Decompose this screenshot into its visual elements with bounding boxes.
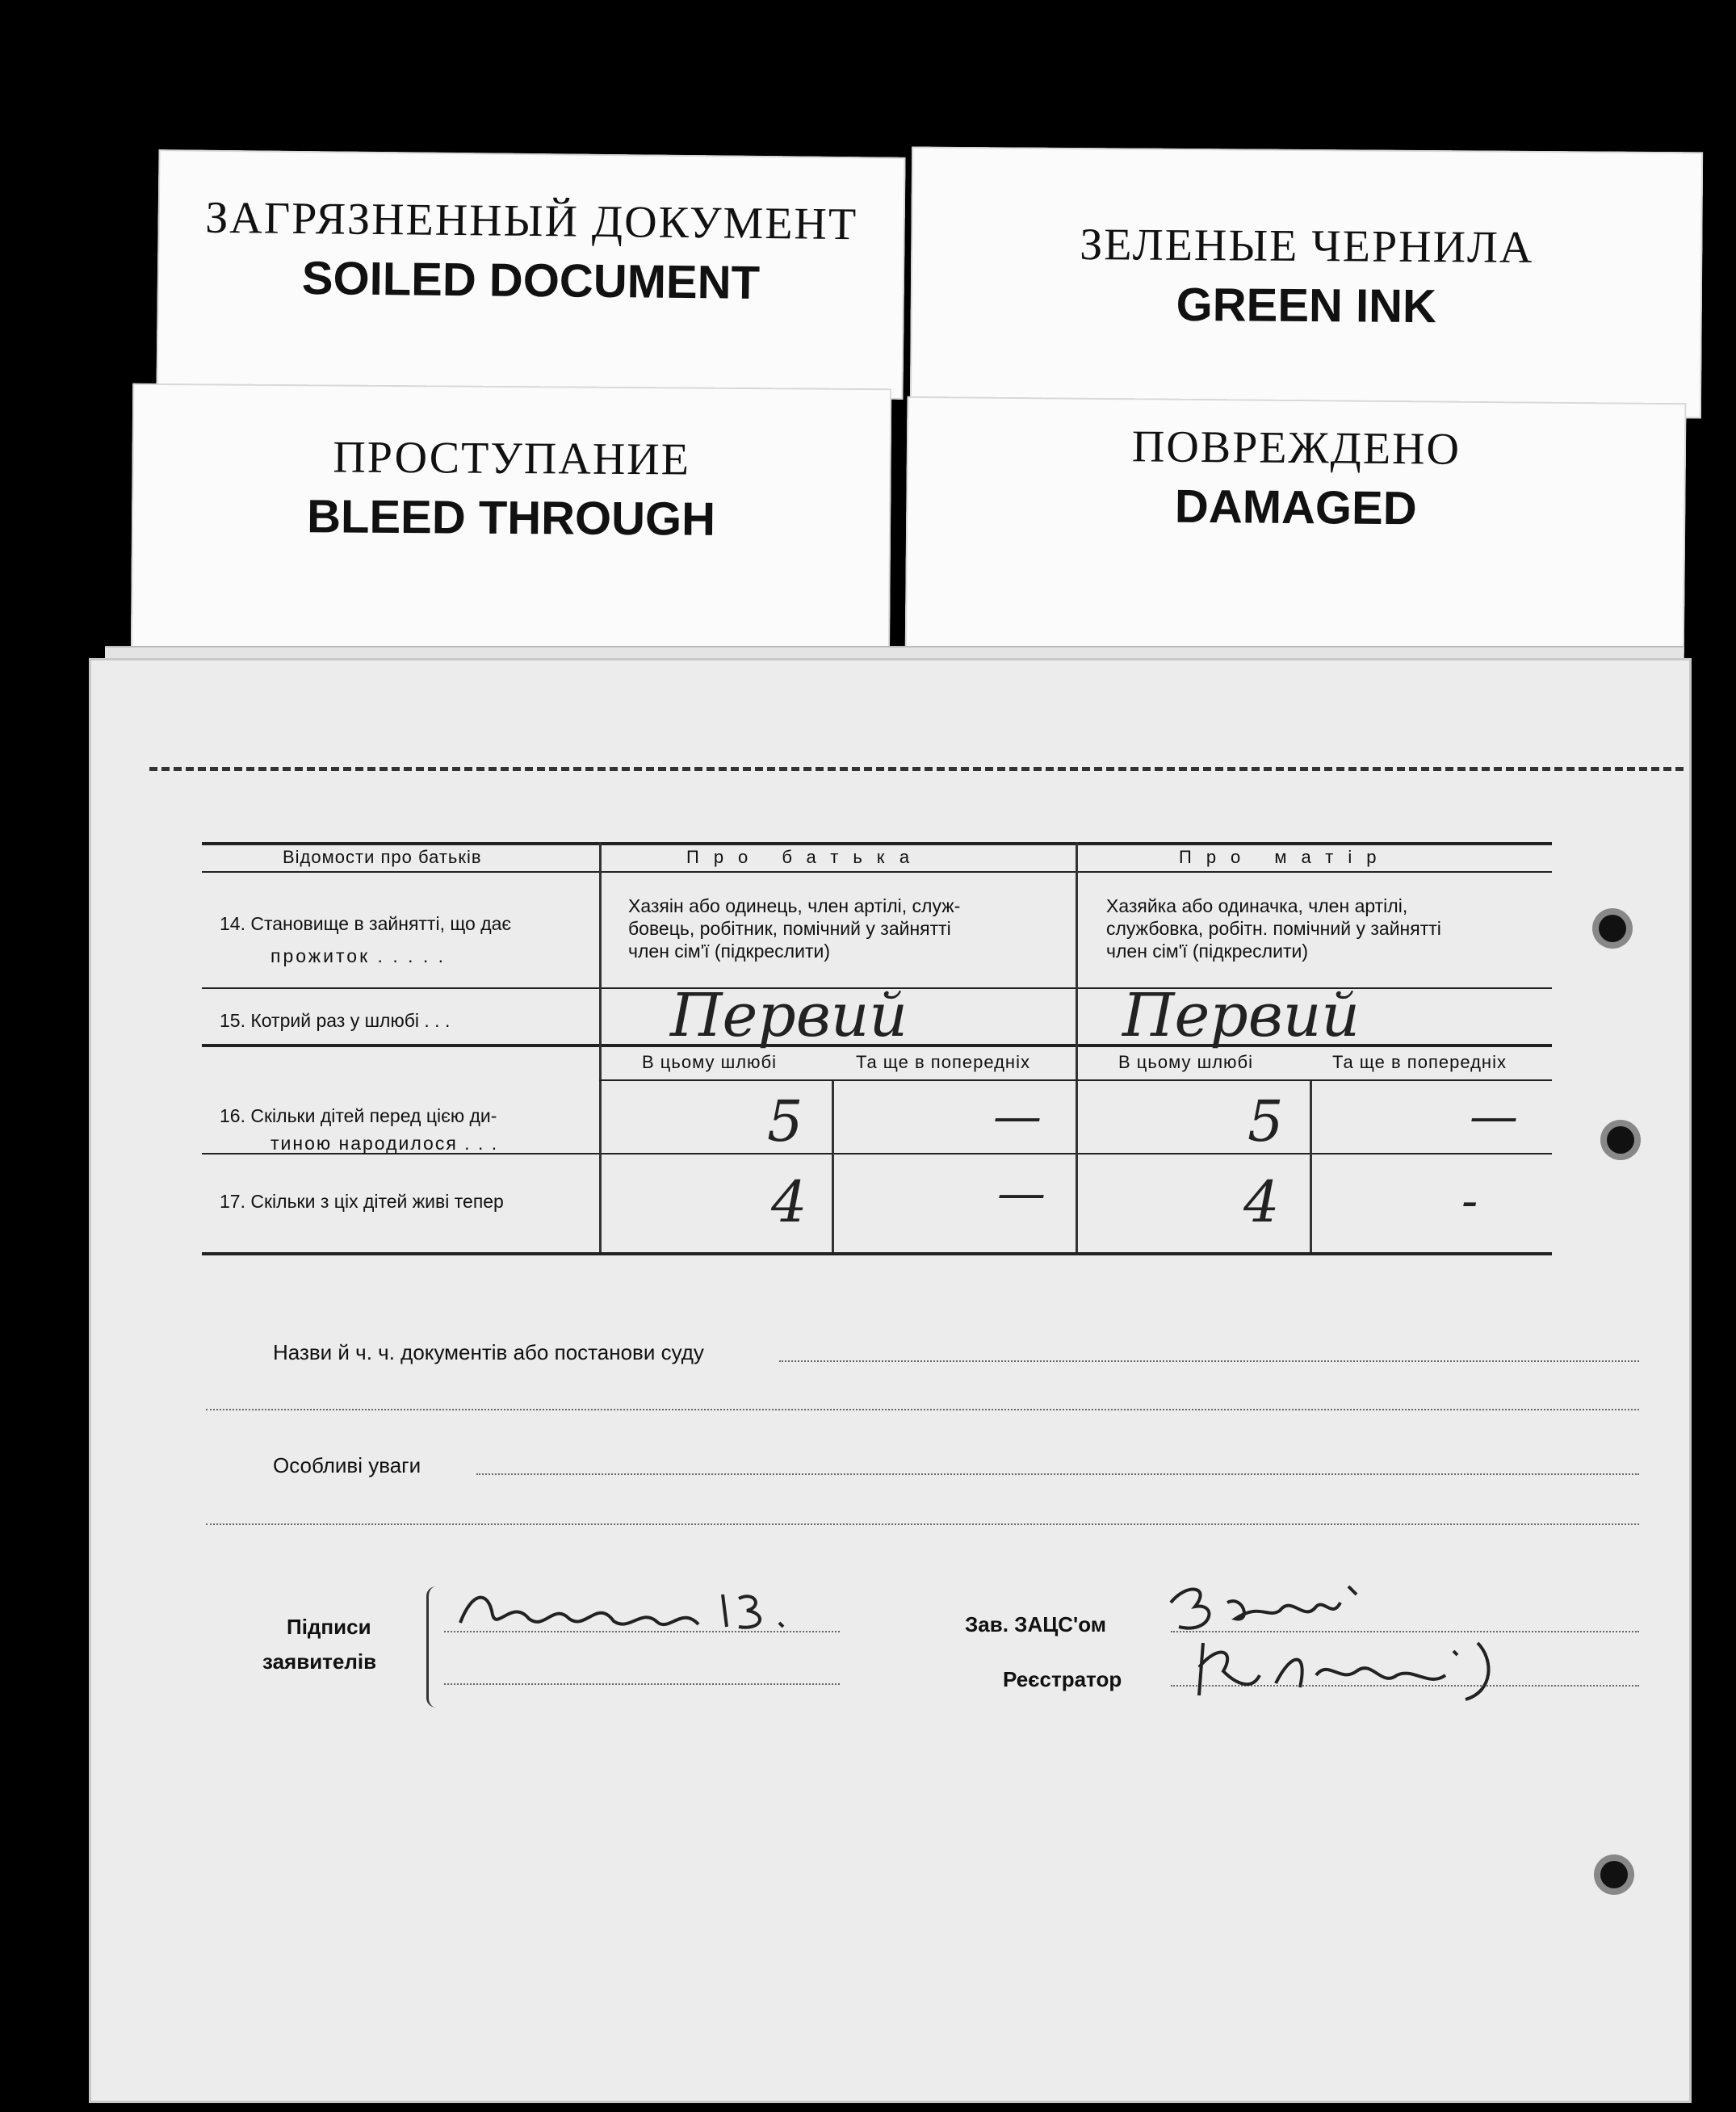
damaged-card bbox=[905, 396, 1687, 677]
row17-mother-prev: - bbox=[1461, 1173, 1478, 1230]
damaged-en-label: DAMAGED bbox=[1174, 480, 1417, 535]
perforation-line bbox=[149, 767, 1684, 771]
bleed-en-label: BLEED THROUGH bbox=[306, 490, 716, 546]
row14-father-options: член сім'ї (підкреслити) bbox=[628, 941, 830, 962]
row14-mother-options: службовка, робітн. помічний у зайнятті bbox=[1106, 918, 1441, 939]
father-previous-header: Та ще в попередніх bbox=[856, 1052, 1030, 1072]
mother-header: Про матір bbox=[1179, 847, 1391, 867]
green-en-label: GREEN INK bbox=[1176, 278, 1437, 333]
notes-line bbox=[476, 1473, 1639, 1475]
signatures-label: заявителів bbox=[262, 1649, 377, 1674]
table-rule bbox=[599, 1079, 1552, 1081]
notes-line bbox=[206, 1523, 1639, 1525]
punch-hole bbox=[1607, 1126, 1634, 1154]
mother-this-marriage-header: В цьому шлюбі bbox=[1118, 1052, 1254, 1072]
table-rule bbox=[832, 1079, 834, 1252]
documents-label: Назви й ч. ч. документів або постанови суду bbox=[273, 1340, 704, 1364]
bleed-through-card bbox=[131, 383, 891, 680]
soiled-ru-label: ЗАГРЯЗНЕННЫЙ ДОКУМЕНТ bbox=[204, 192, 858, 250]
parents-info-header: Відомости про батьків bbox=[283, 847, 482, 867]
green-ru-label: ЗЕЛЕНЫЕ ЧЕРНИЛА bbox=[1079, 220, 1534, 273]
green-ink-card bbox=[910, 147, 1703, 419]
bleed-ru-label: ПРОСТУПАНИЕ bbox=[333, 432, 691, 485]
row17-label: 17. Скільки з ціх дітей живі тепер bbox=[220, 1191, 504, 1212]
table-rule bbox=[599, 842, 602, 1252]
father-this-marriage-header: В цьому шлюбі bbox=[642, 1052, 778, 1072]
table-rule bbox=[202, 871, 1552, 873]
row17-mother-this: 4 bbox=[1243, 1169, 1280, 1235]
row14-mother-options: член сім'ї (підкреслити) bbox=[1106, 941, 1308, 962]
row16-mother-prev: — bbox=[1470, 1088, 1518, 1145]
row15-father-value: Первий bbox=[670, 981, 908, 1050]
registrar-signature bbox=[1187, 1627, 1558, 1708]
row16-label-cont: тиною народилося . . . bbox=[270, 1133, 499, 1154]
punch-hole bbox=[1599, 915, 1626, 942]
documents-line bbox=[779, 1360, 1639, 1362]
table-rule bbox=[1076, 842, 1078, 1252]
row16-father-prev: — bbox=[993, 1088, 1042, 1145]
row16-mother-this: 5 bbox=[1247, 1088, 1284, 1154]
table-rule bbox=[202, 1252, 1552, 1255]
soiled-document-card bbox=[156, 149, 905, 400]
signatures-label: Підписи bbox=[287, 1615, 371, 1639]
soiled-en-label: SOILED DOCUMENT bbox=[301, 252, 761, 309]
signatures-brace bbox=[426, 1586, 440, 1708]
row14-father-options: бовець, робітник, помічний у зайнятті bbox=[628, 918, 951, 939]
row14-label: 14. Становище в зайнятті, що дає bbox=[220, 913, 512, 934]
punch-hole bbox=[1600, 1861, 1628, 1888]
row16-father-this: 5 bbox=[767, 1088, 803, 1154]
notes-label: Особливі уваги bbox=[273, 1453, 421, 1477]
registrar-label: Реєстратор bbox=[1003, 1667, 1122, 1691]
mother-previous-header: Та ще в попередніх bbox=[1332, 1052, 1507, 1072]
row15-label: 15. Котрий раз у шлюбі . . . bbox=[220, 1010, 451, 1031]
row14-mother-options: Хазяйка або одиначка, член артілі, bbox=[1106, 895, 1408, 916]
row17-father-this: 4 bbox=[771, 1169, 807, 1235]
damaged-ru-label: ПОВРЕЖДЕНО bbox=[1131, 421, 1461, 475]
father-header: Про батька bbox=[686, 847, 925, 867]
form-sheet bbox=[89, 658, 1692, 2103]
row14-father-options: Хазяін або одинець, член артілі, служ- bbox=[628, 895, 961, 916]
table-rule bbox=[202, 842, 1552, 845]
applicant-signature bbox=[456, 1582, 828, 1639]
row15-mother-value: Первий bbox=[1122, 981, 1361, 1050]
documents-line bbox=[206, 1409, 1639, 1410]
table-rule bbox=[1310, 1079, 1312, 1252]
applicant-signature-line bbox=[444, 1683, 840, 1685]
head-label: Зав. ЗАЦС'ом bbox=[965, 1612, 1106, 1636]
row16-label: 16. Скільки дітей перед цією ди- bbox=[220, 1105, 497, 1126]
row17-father-prev: — bbox=[997, 1165, 1046, 1222]
row14-label-cont: прожиток . . . . . bbox=[270, 945, 447, 966]
